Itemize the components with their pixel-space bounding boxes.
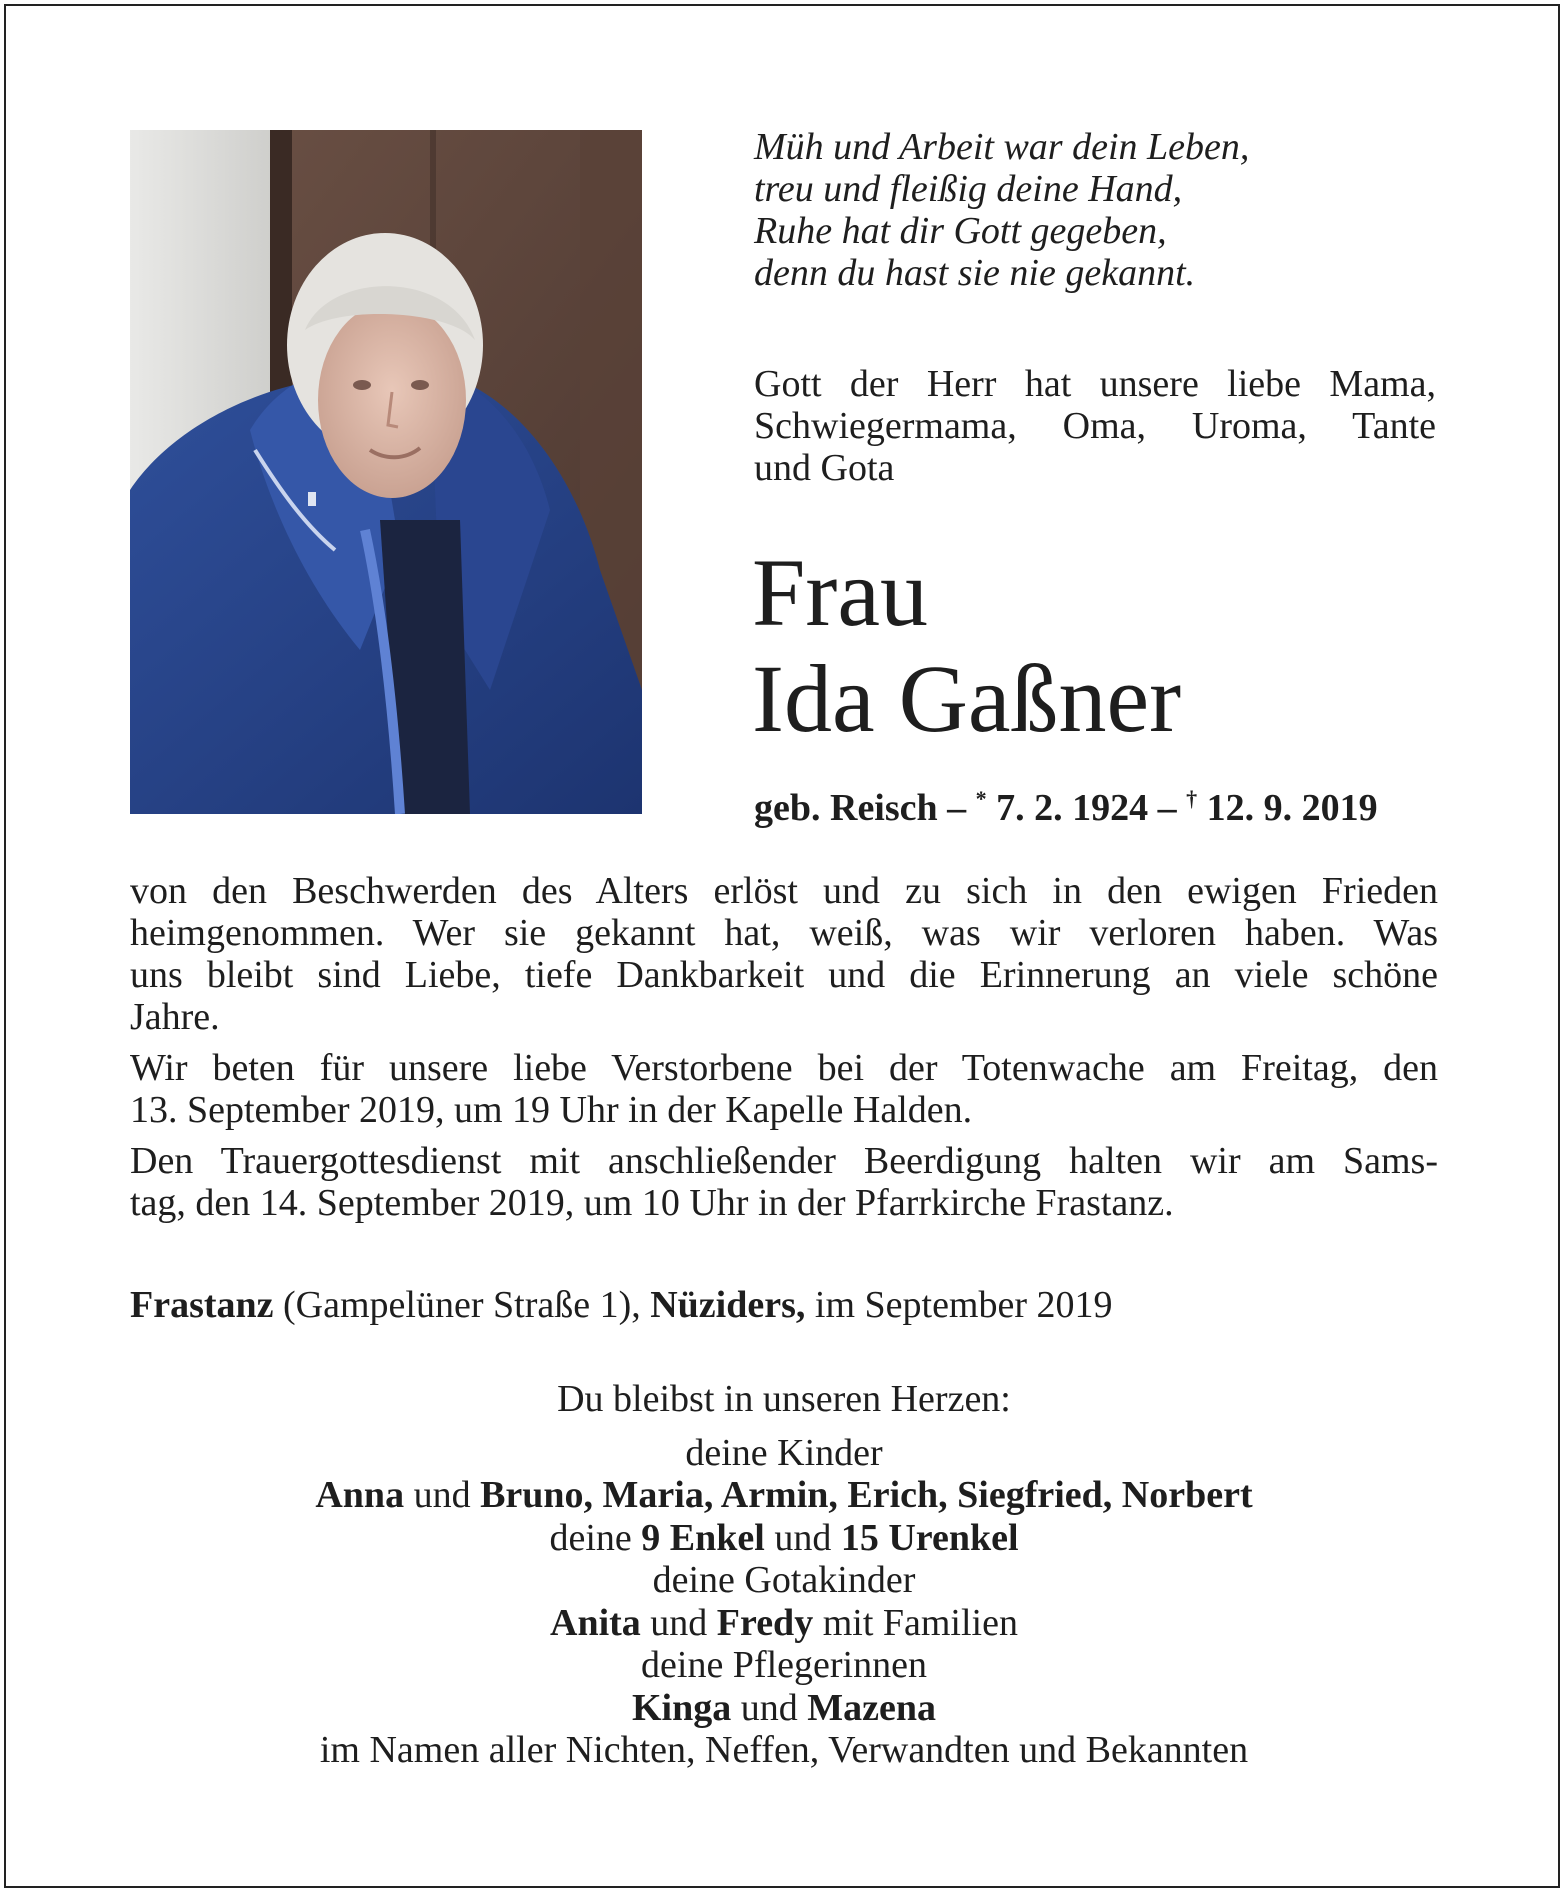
grandchildren-count: 9 Enkel	[641, 1516, 765, 1559]
deceased-name: Ida Gaßner	[752, 645, 1182, 752]
birth-date: 7. 2. 1924	[996, 787, 1149, 829]
caregivers-label: deine Pflegerinnen	[641, 1644, 927, 1686]
portrait-photo	[130, 130, 642, 814]
birth-name: geb. Reisch	[754, 787, 938, 829]
deceased-title: Frau	[752, 539, 928, 646]
closing-line: im Namen aller Nichten, Neffen, Verwandten und Bekannten	[319, 1729, 1249, 1771]
grandchildren-line	[130, 1517, 1438, 1560]
godchild-name: Anita	[550, 1601, 641, 1644]
great-grandchildren-count: 15 Urenkel	[840, 1516, 1019, 1559]
intro-line: und Gota	[754, 447, 895, 489]
children-label: deine Kinder	[685, 1431, 883, 1474]
conjunction: und	[404, 1474, 481, 1516]
place-date-line	[130, 1283, 1113, 1327]
body-line: Wir beten für unsere liebe Verstorbene bei der Totenwache am Freitag, den	[130, 1047, 1438, 1089]
notice-body	[130, 870, 1438, 1233]
child-name: Anna	[315, 1474, 405, 1516]
paragraph-wake	[130, 1047, 1438, 1131]
memorial-poem	[754, 126, 1454, 294]
conjunction: und	[640, 1601, 717, 1644]
grandchildren-prefix: deine	[549, 1516, 642, 1559]
caregiver-name: Kinga	[632, 1686, 732, 1729]
body-line: tag, den 14. September 2019, um 10 Uhr in der Pfarrkirche Frastanz.	[130, 1182, 1174, 1224]
mourners-list	[130, 1378, 1438, 1772]
mourners-heading: Du bleibst in unseren Herzen:	[557, 1378, 1011, 1420]
godchildren-names	[130, 1602, 1438, 1645]
conjunction: und	[764, 1516, 841, 1559]
body-line: uns bleibt sind Liebe, tiefe Dankbarkeit und die Erinnerung an viele schöne	[130, 954, 1438, 996]
intro-line: Gott der Herr hat unsere liebe Mama,	[754, 363, 1436, 405]
life-dates	[754, 777, 1378, 830]
intro-text	[754, 363, 1436, 489]
birth-symbol: *	[975, 786, 987, 811]
caregiver-name: Mazena	[807, 1686, 936, 1729]
date-separator: –	[937, 787, 976, 829]
death-date: 12. 9. 2019	[1206, 787, 1378, 829]
child-names: Bruno, Maria, Armin, Erich, Siegfried, Norbert	[480, 1474, 1253, 1516]
caregivers-names	[130, 1687, 1438, 1730]
body-line: Den Trauergottesdienst mit anschließender Beerdigung halten wir am Sams-	[130, 1140, 1438, 1182]
poem-line: treu und fleißig deine Hand,	[754, 168, 1183, 210]
deceased-name-block	[752, 540, 1181, 752]
poem-line: Müh und Arbeit war dein Leben,	[754, 126, 1250, 168]
godchildren-suffix: mit Familien	[813, 1601, 1018, 1644]
children-names	[130, 1474, 1438, 1517]
poem-line: Ruhe hat dir Gott gegeben,	[754, 210, 1167, 252]
paragraph-passing	[130, 870, 1438, 1038]
body-line: Jahre.	[130, 996, 220, 1038]
body-line: von den Beschwerden des Alters erlöst und zu sich in den ewigen Frieden	[130, 870, 1438, 912]
conjunction: und	[731, 1686, 808, 1729]
godchildren-label: deine Gotakinder	[652, 1559, 916, 1601]
intro-line: Schwiegermama, Oma, Uroma, Tante	[754, 405, 1436, 447]
place-nueziders: Nüziders,	[650, 1284, 806, 1326]
body-line: heimgenommen. Wer sie gekannt hat, weiß, was wir verloren haben. Was	[130, 912, 1438, 954]
place-frastanz: Frastanz	[130, 1284, 274, 1326]
paragraph-funeral	[130, 1140, 1438, 1224]
poem-line: denn du hast sie nie gekannt.	[754, 252, 1196, 294]
body-line: 13. September 2019, um 19 Uhr in der Kapelle Halden.	[130, 1089, 973, 1131]
godchild-name: Fredy	[716, 1601, 814, 1644]
address: (Gampelüner Straße 1),	[273, 1284, 651, 1326]
date-separator: –	[1148, 787, 1187, 829]
signature-date: im September 2019	[805, 1284, 1113, 1326]
death-symbol: †	[1186, 786, 1198, 811]
